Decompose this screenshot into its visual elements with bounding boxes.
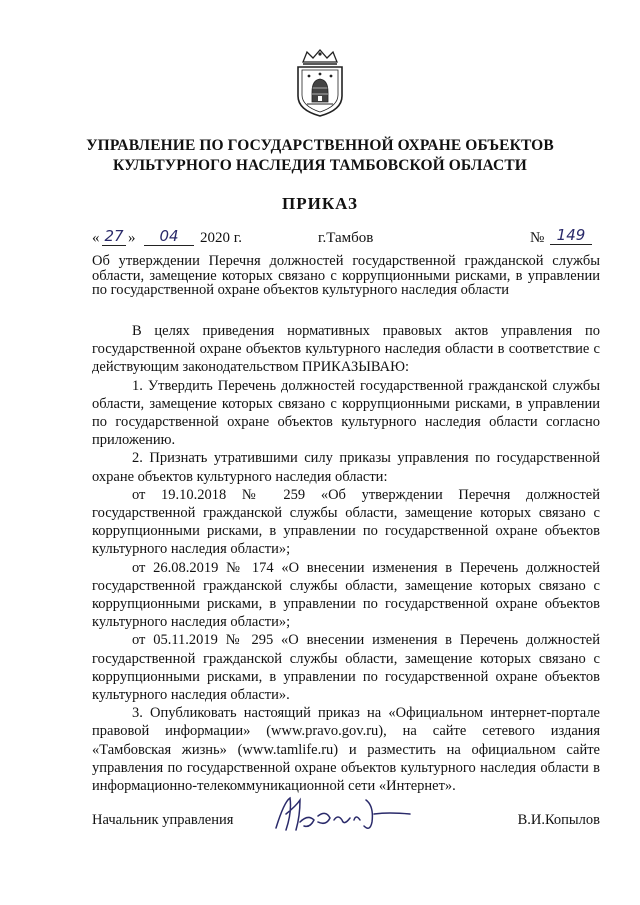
signatory-name: В.И.Копылов [517, 812, 600, 828]
date-month: 04 [144, 227, 194, 246]
item-1-paragraph: 1. Утвердить Перечень должностей государственной гражданской службы области, замещение которых связано с коррупционными рисками, в управлении по государственной охране объектов культурного наследия области согласно приложению. [92, 377, 600, 449]
date-quote-close: » [128, 230, 136, 246]
preamble-paragraph: В целях приведения нормативных правовых актов управления по государственной охране объектов культурного наследия области в соответствие с действующим законодательством ПРИКАЗЫВАЮ: [92, 323, 600, 376]
date-quote-open: « [92, 230, 100, 246]
order-body [92, 322, 600, 795]
date-year: 2020 г. [200, 230, 242, 246]
document-type-title: ПРИКАЗ [282, 194, 358, 213]
order-meta-line [92, 226, 600, 252]
order-number: 149 [550, 226, 592, 245]
item-2b-paragraph: от 26.08.2019 № 174 «О внесении изменения в Перечень должностей государственной гражданской службы области, замещение которых связано с коррупционными рисками, в управлении по государственной охране объектов культурного наследия области»; [92, 559, 600, 631]
signatory-position: Начальник управления [92, 812, 234, 828]
order-subject: Об утверждении Перечня должностей государственной гражданской службы области, замещение которых связано с коррупционными рисками, в управлении по государственной охране объектов культурного наследия области [92, 253, 600, 298]
handwritten-signature [270, 792, 420, 836]
date-day: 27 [102, 227, 126, 246]
order-number-label: № [530, 230, 545, 246]
agency-name [0, 136, 640, 176]
coat-of-arms-emblem [293, 48, 347, 118]
agency-name-line-2: КУЛЬТУРНОГО НАСЛЕДИЯ ТАМБОВСКОЙ ОБЛАСТИ [113, 157, 527, 174]
item-2-paragraph: 2. Признать утратившими силу приказы управления по государственной охране объектов культурного наследия области: [92, 450, 600, 485]
item-2a-paragraph: от 19.10.2018 № 259 «Об утверждении Перечня должностей государственной гражданской службы области, замещение которых связано с коррупционными рисками, в управлении по государственной охране объектов культурного наследия области»; [92, 486, 600, 558]
signature-block [92, 806, 600, 836]
agency-name-line-1: УПРАВЛЕНИЕ ПО ГОСУДАРСТВЕННОЙ ОХРАНЕ ОБЪЕКТОВ [86, 137, 554, 154]
item-2c-paragraph: от 05.11.2019 № 295 «О внесении изменения в Перечень должностей государственной гражданской службы области, замещение которых связано с коррупционными рисками, в управлении по государственной охране объектов культурного наследия области». [92, 632, 600, 704]
item-3-paragraph: 3. Опубликовать настоящий приказ на «Официальном интернет-портале правовой информации» (www.pravo.gov.ru), на сайте сетевого издания «Тамбовская жизнь» (www.tamlife.ru) и разместить на официальном сайте управления по государственной охране объектов культурного наследия области в информационно-телекоммуникационной сети «Интернет». [92, 705, 600, 795]
city-name: г.Тамбов [318, 230, 374, 246]
